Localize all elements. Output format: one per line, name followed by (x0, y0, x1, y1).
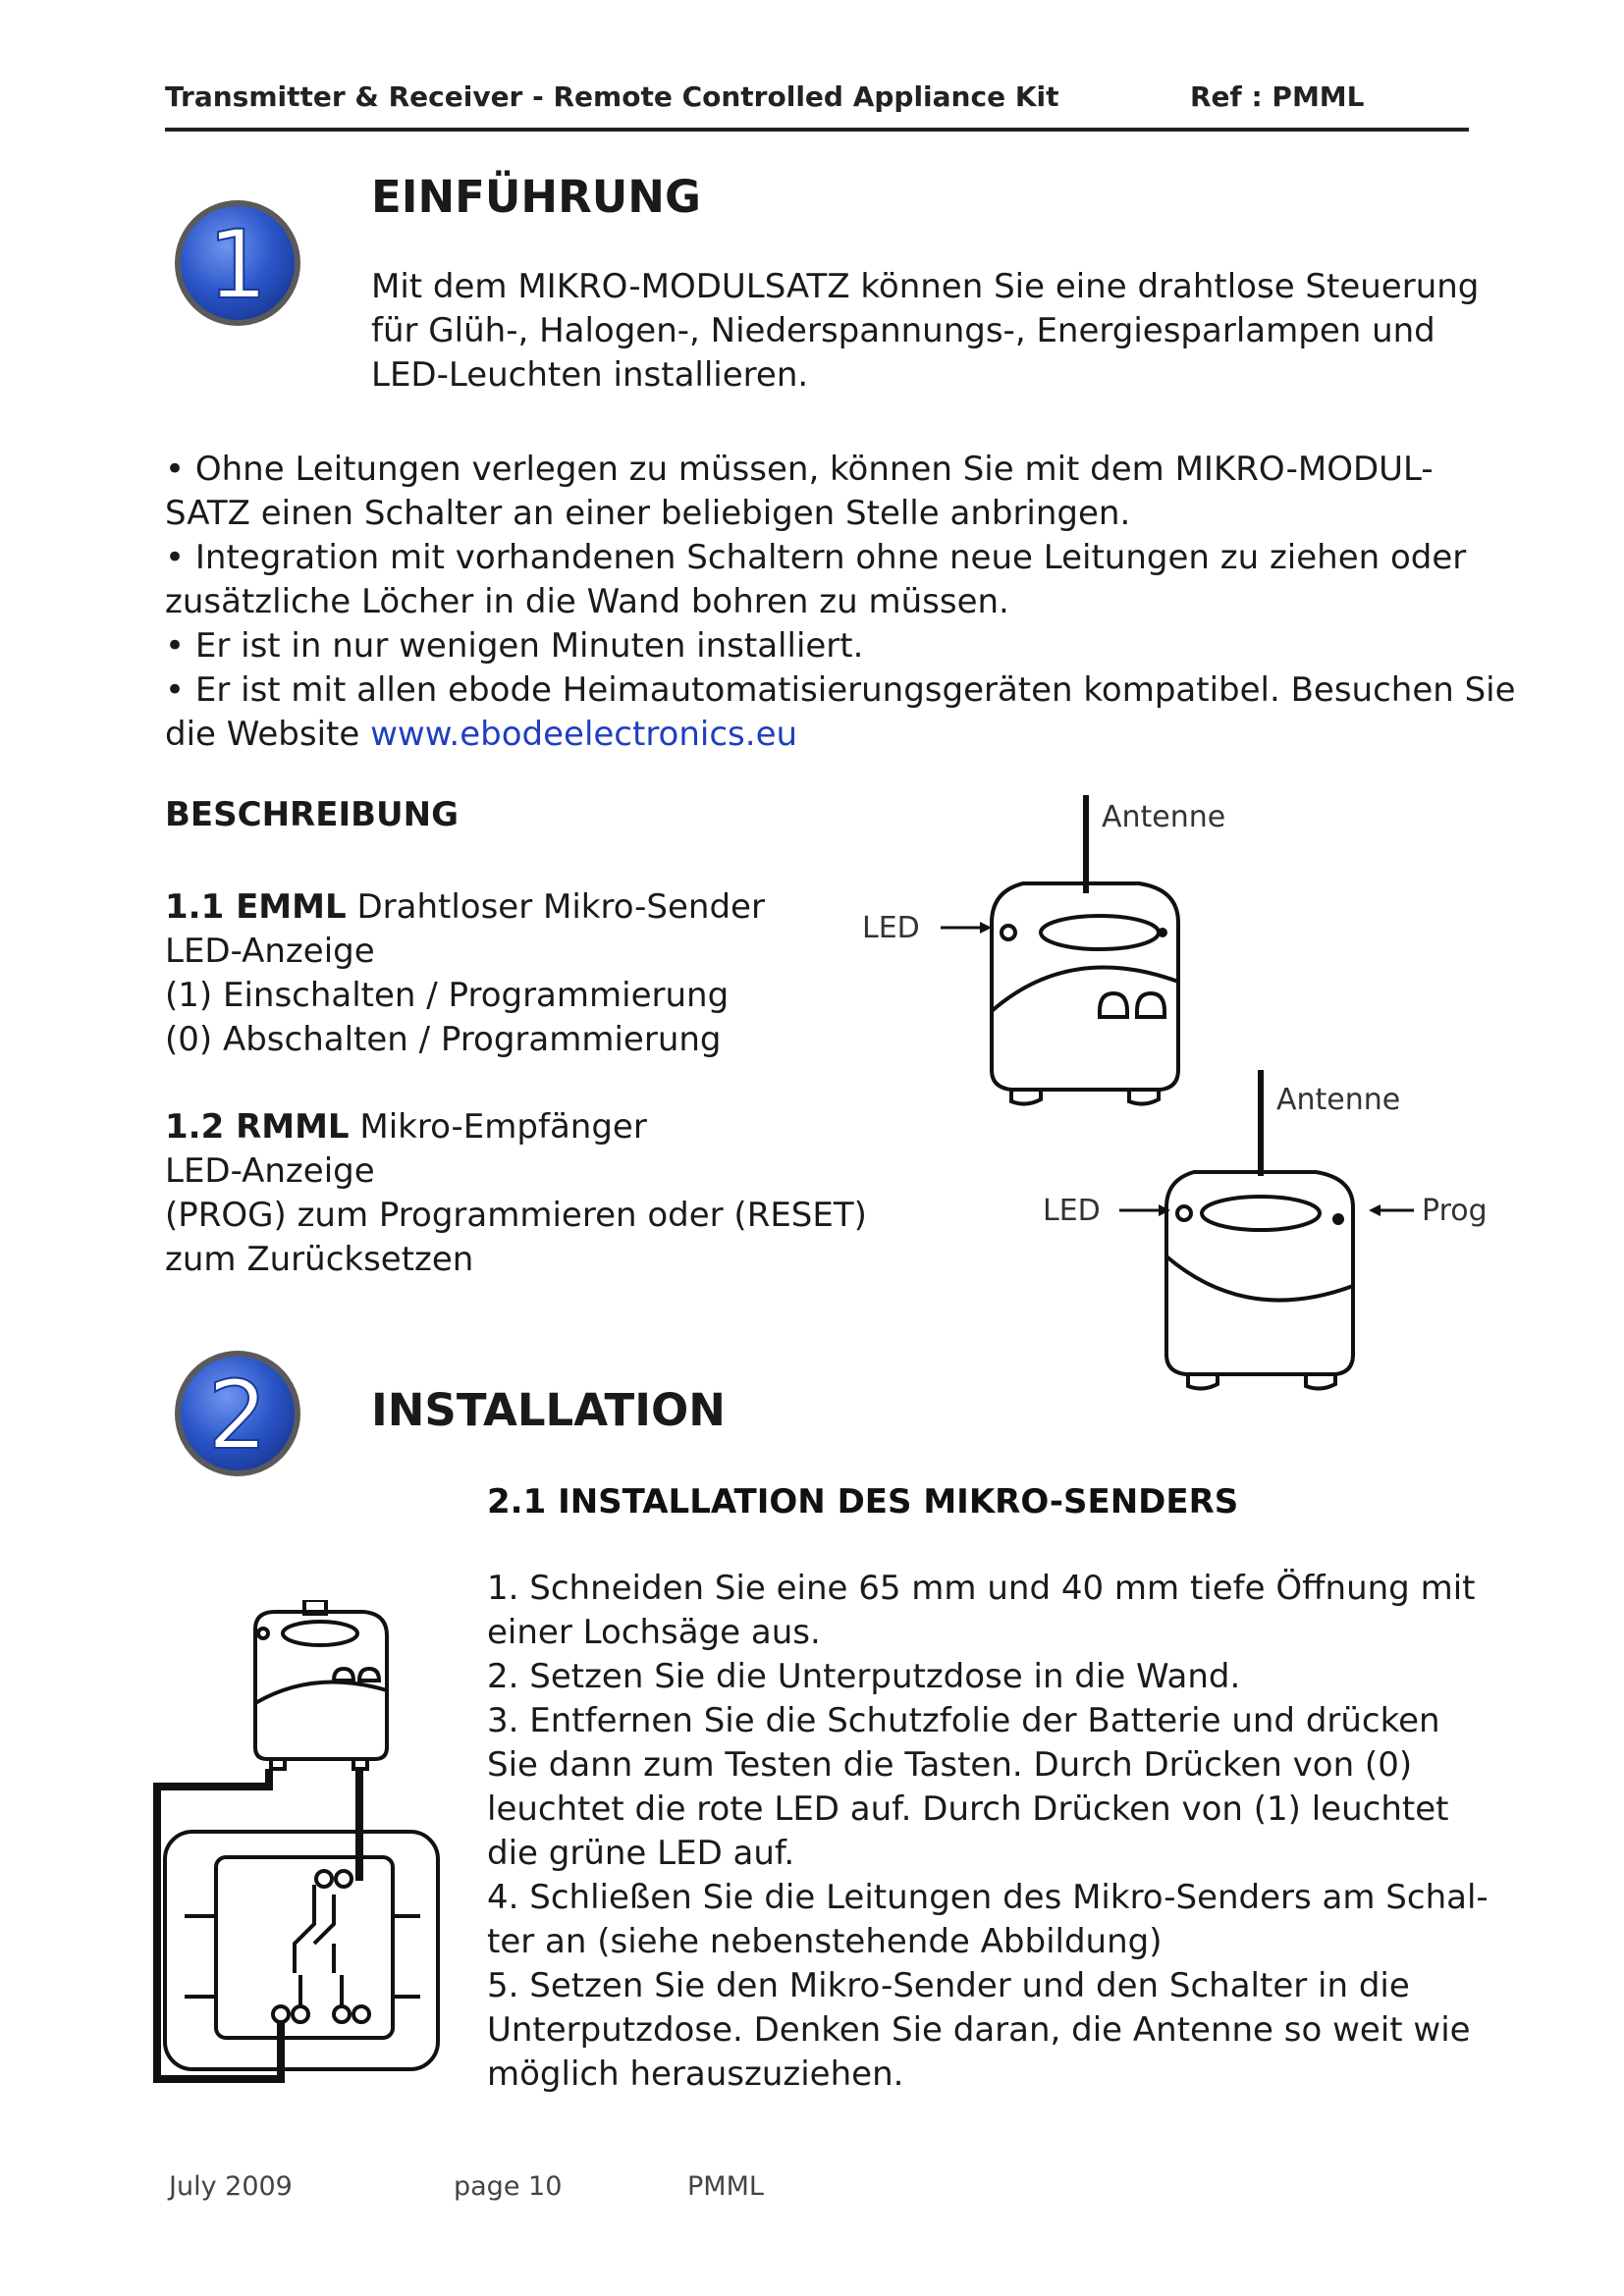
header-divider (165, 128, 1469, 132)
description-item-1: 1.1 EMML Drahtloser Mikro-Sender LED-Anzeige (1) Einschalten / Programmierung (0) Abschalten / Programmierung (165, 887, 765, 1059)
footer-page: page 10 (454, 2171, 563, 2202)
device-diagram (854, 775, 1502, 1404)
description-item-2: 1.2 RMML Mikro-Empfänger LED-Anzeige (PROG) zum Programmieren oder (RESET) zum Zurücksetzen (165, 1107, 867, 1279)
description-heading: BESCHREIBUNG (165, 795, 459, 834)
section1-intro: Mit dem MIKRO-MODULSATZ können Sie eine drahtlose Steuerung für Glüh-, Halogen-, Niederspannungs-, Energiesparlampen und LED-Leuchten installieren. (371, 267, 1480, 395)
receiver-body (1166, 1172, 1353, 1374)
website-link[interactable]: www.ebodeelectronics.eu (370, 715, 798, 754)
header-ref: Ref : PMML (1190, 80, 1365, 113)
section2-title: INSTALLATION (371, 1384, 726, 1436)
bullet-2-line-1: • Integration mit vorhandenen Schaltern ohne neue Leitungen zu ziehen oder (165, 538, 1467, 577)
installation-steps: 1. Schneiden Sie eine 65 mm und 40 mm tiefe Öffnung mit einer Lochsäge aus. 2. Setzen Sie die Unterputzdose in die Wand. 3. Entfernen Sie die Schutzfolie der Batterie und drücken Sie dann zum Testen die Tasten. Durch Drücken von (0) leuchtet die rote LED auf. Durch Drücken von (1) leuchtet die grüne LED auf. 4. Schließen Sie die Leitungen des Mikro-Senders am Schal- ter an (siehe nebenstehende Abbildung) 5. Setzen Sie den Mikro-Sender und den Schalter in die Unterputzdose. Denken Sie daran, die Antenne so weit wie möglich herauszuziehen. (487, 1569, 1489, 2094)
led-2-label: LED (1043, 1194, 1101, 1228)
wall-plate (165, 1832, 438, 2069)
led-1-label: LED (862, 911, 920, 945)
bullet-2-line-2: zusätzliche Löcher in die Wand bohren zu müssen. (165, 582, 1009, 621)
section2-number: 2 (207, 1361, 268, 1470)
number-two-icon (169, 1345, 306, 1482)
bullet-1-line-1: • Ohne Leitungen verlegen zu müssen, können Sie mit dem MIKRO-MODUL- (165, 450, 1434, 489)
prog-button (1334, 1215, 1342, 1223)
transmitter-led-window (1041, 916, 1159, 949)
bullet-3: • Er ist in nur wenigen Minuten installiert. (165, 626, 864, 666)
section2-subheading: 2.1 INSTALLATION DES MIKRO-SENDERS (487, 1482, 1239, 1522)
bullet-1-line-2: SATZ einen Schalter an einer beliebigen Stelle anbringen. (165, 494, 1131, 533)
wiring-diagram (147, 1600, 452, 2091)
transmitter-led (1001, 926, 1015, 939)
footer-date: July 2009 (169, 2171, 293, 2202)
number-one-icon (169, 194, 306, 332)
footer-code: PMML (687, 2171, 764, 2202)
prog-label: Prog (1422, 1194, 1488, 1228)
section1-number: 1 (207, 210, 268, 320)
receiver-led (1177, 1206, 1191, 1220)
bullet-4-line-1: • Er ist mit allen ebode Heimautomatisierungsgeräten kompatibel. Besuchen Sie (165, 670, 1516, 710)
antenna-2-label: Antenne (1276, 1083, 1401, 1117)
header-title: Transmitter & Receiver - Remote Controlled Appliance Kit (165, 80, 1059, 113)
section1-bullets: • Ohne Leitungen verlegen zu müssen, können Sie mit dem MIKRO-MODUL- SATZ einen Schalter an einer beliebigen Stelle anbringen. • Integration mit vorhandenen Schaltern ohne neue Leitungen zu ziehen oder zusätzliche Löcher in die Wand bohren zu müssen. • Er ist in nur wenigen Minuten installiert. • Er ist mit allen ebode Heimautomatisierungsgeräten kompatibel. Besuchen Sie die Website www.ebodeelectronics.eu (165, 450, 1516, 754)
antenna-1-label: Antenne (1102, 800, 1226, 834)
section1-title: EINFÜHRUNG (371, 171, 701, 223)
receiver-led-window (1202, 1197, 1320, 1230)
